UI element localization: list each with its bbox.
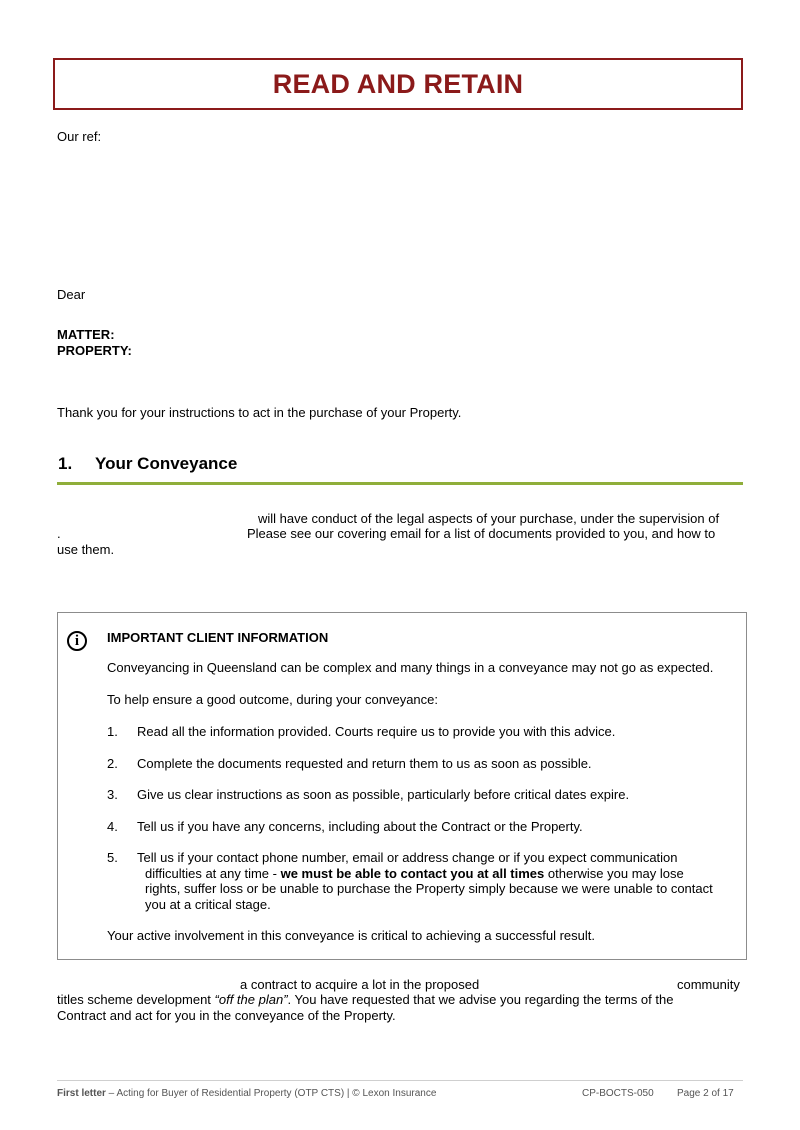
- salutation: Dear: [57, 287, 86, 302]
- list-item-text: difficulties at any time -: [145, 866, 281, 881]
- footer-divider: [57, 1080, 743, 1081]
- thanks-paragraph: Thank you for your instructions to act in the purchase of your Property.: [57, 405, 462, 420]
- section-divider: [57, 482, 743, 485]
- list-item: [107, 819, 583, 835]
- section-heading-1: [58, 453, 237, 475]
- info-circle-icon: i: [67, 631, 87, 651]
- footer-doc-code: CP-BOCTS-050: [582, 1088, 654, 1099]
- conduct-line-3: use them.: [57, 542, 115, 557]
- list-item-text-line-4: you at a critical stage.: [145, 897, 271, 912]
- footer-doc-desc: – Acting for Buyer of Residential Property (OTP CTS) | © Lexon Insurance: [105, 1088, 437, 1099]
- list-item-number: 1.: [107, 724, 118, 739]
- list-item-text: Give us clear instructions as soon as possible, particularly before critical dates expire.: [137, 787, 630, 802]
- page-title: READ AND RETAIN: [272, 68, 524, 99]
- property-label: PROPERTY:: [57, 343, 132, 358]
- contract-line-3: Contract and act for you in the conveyance of the Property.: [57, 1008, 396, 1023]
- list-item-text-line-2: [145, 866, 684, 882]
- list-item: [107, 787, 629, 803]
- list-item: [107, 724, 615, 740]
- footer-doc-name: First letter: [57, 1088, 106, 1099]
- contract-line-1b: community: [677, 977, 740, 992]
- our-ref-label: Our ref:: [57, 129, 102, 144]
- footer-doc-info: [57, 1088, 436, 1100]
- list-item-number: 2.: [107, 756, 118, 771]
- info-lead: To help ensure a good outcome, during your conveyance:: [107, 692, 438, 707]
- list-item-number: 4.: [107, 819, 118, 834]
- conduct-line-dot: .: [57, 526, 61, 541]
- contract-text: . You have requested that we advise you regarding the terms of the: [287, 992, 674, 1007]
- list-item-number: 3.: [107, 787, 118, 802]
- list-item-text: Tell us if you have any concerns, including about the Contract or the Property.: [137, 819, 583, 834]
- section-title: Your Conveyance: [95, 454, 238, 473]
- contract-text: titles scheme development: [57, 992, 215, 1007]
- list-item-number: 5.: [107, 850, 118, 865]
- conduct-line-2: Please see our covering email for a list of documents provided to you, and how to: [247, 526, 716, 541]
- list-item-text: otherwise you may lose: [544, 866, 684, 881]
- list-item-text-line-1: Tell us if your contact phone number, email or address change or if you expect communication: [137, 850, 678, 865]
- list-item-text-line-3: rights, suffer loss or be unable to purchase the Property simply because we were unable to contact: [145, 881, 713, 896]
- conduct-line-1: will have conduct of the legal aspects of your purchase, under the supervision of: [258, 511, 720, 526]
- contract-line-1a: a contract to acquire a lot in the proposed: [240, 977, 480, 992]
- contract-line-2: [57, 992, 673, 1008]
- matter-label: MATTER:: [57, 327, 115, 342]
- list-item: [107, 850, 678, 866]
- title-banner: [53, 58, 743, 110]
- info-intro: Conveyancing in Queensland can be complex and many things in a conveyance may not go as expected.: [107, 660, 714, 675]
- footer-page-number: Page 2 of 17: [677, 1088, 734, 1099]
- list-item-text: Read all the information provided. Courts require us to provide you with this advice.: [137, 724, 616, 739]
- off-the-plan-text: “off the plan”: [214, 992, 288, 1007]
- emphasis-text: we must be able to contact you at all times: [280, 866, 545, 881]
- list-item: [107, 756, 592, 772]
- list-item-text: Complete the documents requested and return them to us as soon as possible.: [137, 756, 592, 771]
- info-closing: Your active involvement in this conveyance is critical to achieving a successful result.: [107, 928, 595, 943]
- info-heading: IMPORTANT CLIENT INFORMATION: [107, 630, 329, 645]
- section-number: 1.: [58, 454, 73, 473]
